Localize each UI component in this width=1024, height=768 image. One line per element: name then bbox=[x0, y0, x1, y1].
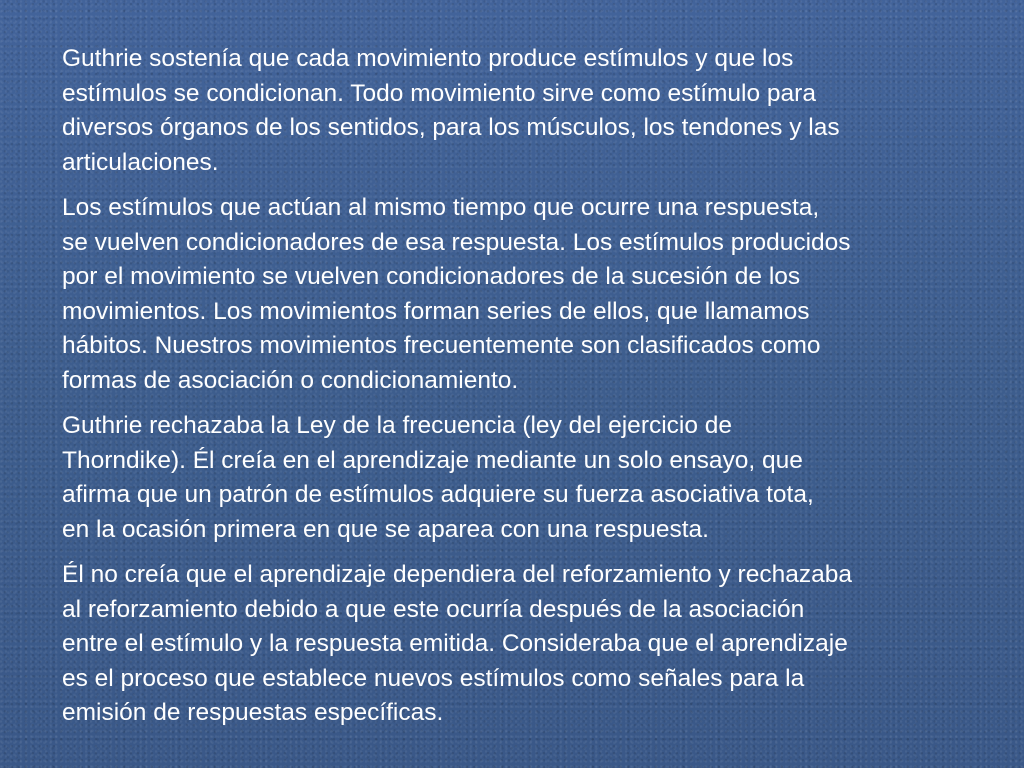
slide-body bbox=[62, 42, 982, 742]
paragraph-stimuli-conditioning: Los estímulos que actúan al mismo tiempo que ocurre una respuesta, se vuelven condicionadores de esa respuesta. Los estímulos producidos por el movimiento se vuelven condicionadores de la sucesión de los movimientos. Los movimientos forman series de ellos, que llamamos hábitos. Nuestros movimientos frecuentemente son clasificados como formas de asociación o condicionamiento. bbox=[62, 194, 851, 394]
paragraph-reinforcement: Él no creía que el aprendizaje dependiera del reforzamiento y rechazaba al reforzamiento debido a que este ocurría después de la asociación entre el estímulo y la respuesta emitida. Consideraba que el aprendizaje es el proceso que establece nuevos estímulos como señales para la emisión de respuestas específicas. bbox=[62, 561, 852, 726]
paragraph-law-of-frequency: Guthrie rechazaba la Ley de la frecuencia (ley del ejercicio de Thorndike). Él creía en el aprendizaje mediante un solo ensayo, que afirma que un patrón de estímulos adquiere su fuerza asociativa tota, en la ocasión primera en que se aparea con una respuesta. bbox=[62, 412, 814, 543]
paragraph-guthrie-movement-stimuli: Guthrie sostenía que cada movimiento produce estímulos y que los estímulos se condicionan. Todo movimiento sirve como estímulo para diversos órganos de los sentidos, para los músculos, los tendones y las articulaciones. bbox=[62, 45, 840, 176]
